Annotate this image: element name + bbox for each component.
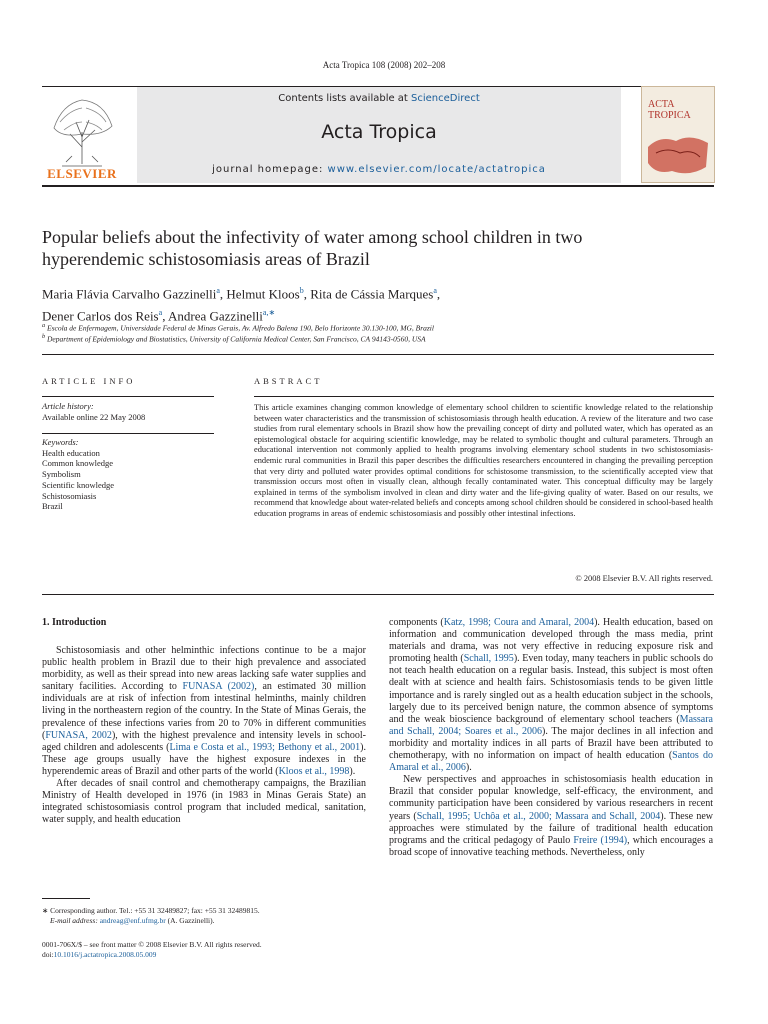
author-separator: , <box>436 286 441 302</box>
journal-cover-thumbnail[interactable] <box>641 86 715 183</box>
author-name: Rita de Cássia Marques <box>310 286 434 302</box>
journal-citation: Acta Tropica 108 (2008) 202–208 <box>322 60 446 70</box>
author-separator: , <box>303 286 311 302</box>
paragraph-text: ). These age groups usually have the highest exposure indexes in the hyperendemic areas of Brazil and other parts of the world ( <box>42 741 366 777</box>
history-value: Available online 22 May 2008 <box>42 411 146 422</box>
article-info-rule <box>42 396 214 397</box>
keyword: Health education <box>42 447 100 458</box>
section-heading-introduction: 1. Introduction <box>42 617 107 628</box>
author-separator: , <box>219 286 227 302</box>
author-affiliation-mark[interactable]: a <box>433 286 437 295</box>
paragraph-text: New perspectives and approaches in schistosomiasis health education in Brazil that consider popular knowledge, self-efficacy, the environment, and community participation have been considered by various researchers in recent years ( <box>389 774 713 822</box>
body-column-left <box>42 645 366 826</box>
author-name: Maria Flávia Carvalho Gazzinelli <box>42 286 217 302</box>
corresponding-text: Corresponding author. Tel.: +55 31 32489827; fax: +55 31 32489815. <box>50 906 260 915</box>
citation-link[interactable]: Schall, 1995; Uchôa et al., 2000; Massara and Schall, 2004 <box>416 810 661 822</box>
affiliation-mark: b <box>42 333 46 340</box>
doi-prefix: doi: <box>42 950 54 959</box>
body-paragraph <box>389 774 713 859</box>
citation-link[interactable]: FUNASA (2002) <box>182 681 255 693</box>
body-paragraph <box>389 617 713 774</box>
affiliation-b <box>42 333 426 344</box>
history-label: Article history: <box>42 401 94 411</box>
footnote-rule <box>42 898 90 899</box>
keyword: Schistosomiasis <box>42 490 97 501</box>
paragraph-text: ). <box>465 762 472 774</box>
affiliation-text: Escola de Enfermagem, Universidade Federal de Minas Gerais, Av. Alfredo Balena 190, Belo Horizonte 30.130-100, MG, Brazil <box>47 323 434 333</box>
author-name: Helmut Kloos <box>226 286 300 302</box>
citation-link[interactable]: FUNASA, 2002 <box>45 729 112 741</box>
author-affiliation-mark[interactable]: a <box>158 308 163 318</box>
front-matter <box>42 940 262 960</box>
paragraph-text: After decades of snail control and chemotherapy campaigns, the Brazilian Ministry of Health developed in 1976 (in 1983 in Minas Gerais State) an integrated schistosomiasis control program that included medical, sanitation, water supply, and health education <box>42 778 366 826</box>
paragraph-text: components ( <box>389 617 444 628</box>
elsevier-wordmark: ELSEVIER <box>47 166 117 181</box>
doi-link[interactable]: 10.1016/j.actatropica.2008.05.009 <box>53 950 157 959</box>
affiliation-a <box>42 322 434 333</box>
citation-link[interactable]: Katz, 1998; Coura and Amaral, 2004 <box>443 617 595 628</box>
keyword-list <box>42 448 114 512</box>
citation-link[interactable]: Schall, 1995 <box>463 653 514 665</box>
cover-map-graphic <box>642 127 714 182</box>
email-link[interactable]: andreag@enf.ufmg.br <box>99 915 166 925</box>
body-paragraph <box>42 645 366 778</box>
article-info-heading: ARTICLE INFO <box>42 376 136 386</box>
section-divider <box>42 594 714 595</box>
contents-prefix: Contents lists available at <box>278 93 412 104</box>
abstract-text: This article examines changing common knowledge of elementary school children to scientific knowledge related to the relationship between water characteristics and the transmission of schistosomiasis through health education. A review of the literature and two case studies from rural elementary schools in Brazil show how the prevailing concept of dirty and polluted water, which has operated as an epistemological obstacle for acquiring scientific knowledge, may be related to symbolic thought and cultural parameters. Through an educational intervention not commonly applied to health programs involving elementary school students in two schistosomiasis-endemic rural communities in Brazil this paper describes the difficulties researchers encountered in changing the prevailing perception that very dirty and polluted water provides optimal conditions for schistosome transmission, to the scientifically accepted view that transmission occurs most often in visually clean, although fecally contaminated water. This conceptual difficulty may be largely explained in terms of the symbolism involved in clean and dirty water and the life-giving quality of water. Based on our results, we recommend that knowledge about water-related beliefs and concepts among school children should be considered in school-based health education programs in areas of endemic schistosomiasis and possibly other intestinal infections. <box>254 403 713 518</box>
keywords-block <box>42 437 114 512</box>
journal-homepage <box>137 164 621 175</box>
affiliation-text: Department of Epidemiology and Biostatistics, University of California Medical Center, San Francisco, CA 94143-0560, USA <box>47 334 426 344</box>
keyword: Brazil <box>42 501 63 512</box>
author-affiliation-mark[interactable]: a <box>216 286 220 295</box>
citation-link[interactable]: Freire (1994) <box>573 834 628 846</box>
abstract-rule <box>254 396 714 397</box>
section-divider <box>42 354 714 355</box>
paragraph-text: ). These new approaches were stimulated by the failure of traditional health education programs and the critical pedagogy of Paulo <box>389 810 714 846</box>
affiliation-mark: a <box>42 322 46 329</box>
author-list <box>42 281 682 326</box>
footnote-mark: ∗ <box>42 906 49 915</box>
paragraph-text: ). Even today, many teachers in public schools do not teach health education on a regular basis. Instead, this subject is most often dealt with at science and health fairs. Schistosomiasis tends to be given little importance and is rarely singled out as a health education subject in the schools, largely due to its perceived benign nature, the common absence of symptoms and the weak bioscience background of elementary school teachers ( <box>389 653 713 725</box>
paragraph-text: ). The major declines in all infection and morbidity and mortality indices in all parts of Brazil have been attributed to chemotherapy, with no information on impact of health education ( <box>389 725 713 762</box>
copyright-notice: © 2008 Elsevier B.V. All rights reserved. <box>575 574 713 583</box>
author-separator: , <box>162 308 168 324</box>
article-title: Popular beliefs about the infectivity of water among school children in two hyperendemic schistosomiasis areas of Brazil <box>42 227 583 269</box>
paragraph-text: ), with the highest prevalence and intensity levels in school-aged children and adolescents ( <box>42 729 367 753</box>
keyword: Symbolism <box>42 469 81 480</box>
sciencedirect-link[interactable]: ScienceDirect <box>411 93 480 104</box>
email-suffix: (A. Gazzinelli). <box>165 915 215 925</box>
author-affiliation-mark[interactable]: a,∗ <box>262 308 276 318</box>
article-info-rule <box>42 433 214 434</box>
keywords-label: Keywords: <box>42 437 79 447</box>
citation-link[interactable]: Lima e Costa et al., 1993; Bethony et al., 2001 <box>169 741 361 753</box>
homepage-link[interactable]: www.elsevier.com/locate/actatropica <box>327 164 546 175</box>
corresponding-author-footnote <box>42 906 366 925</box>
paragraph-text: , an estimated 30 million individuals are at risk of infection from intestinal helminths, mainly children living in the northeastern region of the country. In the State of Minas Gerais, the prevalence of these infections varies from 20 to 70% in different communities ( <box>42 681 366 741</box>
paragraph-text: ). <box>349 765 356 777</box>
keyword: Scientific knowledge <box>42 479 114 490</box>
body-paragraph <box>42 778 366 826</box>
contents-available <box>137 93 621 104</box>
citation-link[interactable]: Massara and Schall, 2004; Soares et al., 2006 <box>389 713 713 737</box>
citation-link[interactable]: Santos do Amaral et al., 2006 <box>389 750 713 774</box>
author-affiliation-mark[interactable]: b <box>299 286 304 295</box>
header-bottom-rule <box>42 185 714 187</box>
author-name: Dener Carlos dos Reis <box>42 308 159 324</box>
keyword: Common knowledge <box>42 458 114 469</box>
cover-title: ACTA TROPICA <box>648 99 691 121</box>
body-column-right <box>389 617 713 859</box>
journal-name: Acta Tropica <box>321 121 437 143</box>
abstract-heading: ABSTRACT <box>254 376 323 386</box>
article-history <box>42 401 145 422</box>
homepage-prefix: journal homepage: <box>212 164 328 175</box>
paragraph-text: Schistosomiasis and other helminthic infections continue to be a major public health problem in Brazil due to their high prevalence and associated morbidity, as well as their spread into new areas lacking safe water supplies and sanitary facilities. According to <box>42 645 366 693</box>
paragraph-text: , which encourages a broad scope of innovative teaching methods. Nevertheless, only <box>389 834 714 858</box>
citation-link[interactable]: Kloos et al., 1998 <box>278 765 350 777</box>
email-label: E-mail address: <box>50 915 98 925</box>
issn-line: 0001-706X/$ – see front matter © 2008 Elsevier B.V. All rights reserved. <box>42 940 262 949</box>
author-name: Andrea Gazzinelli <box>167 308 263 324</box>
paragraph-text: ). Health education, based on information and communication developed through the mass media, print materials and drama, was not very effective in reducing exposure risk and promoting health ( <box>389 617 713 665</box>
